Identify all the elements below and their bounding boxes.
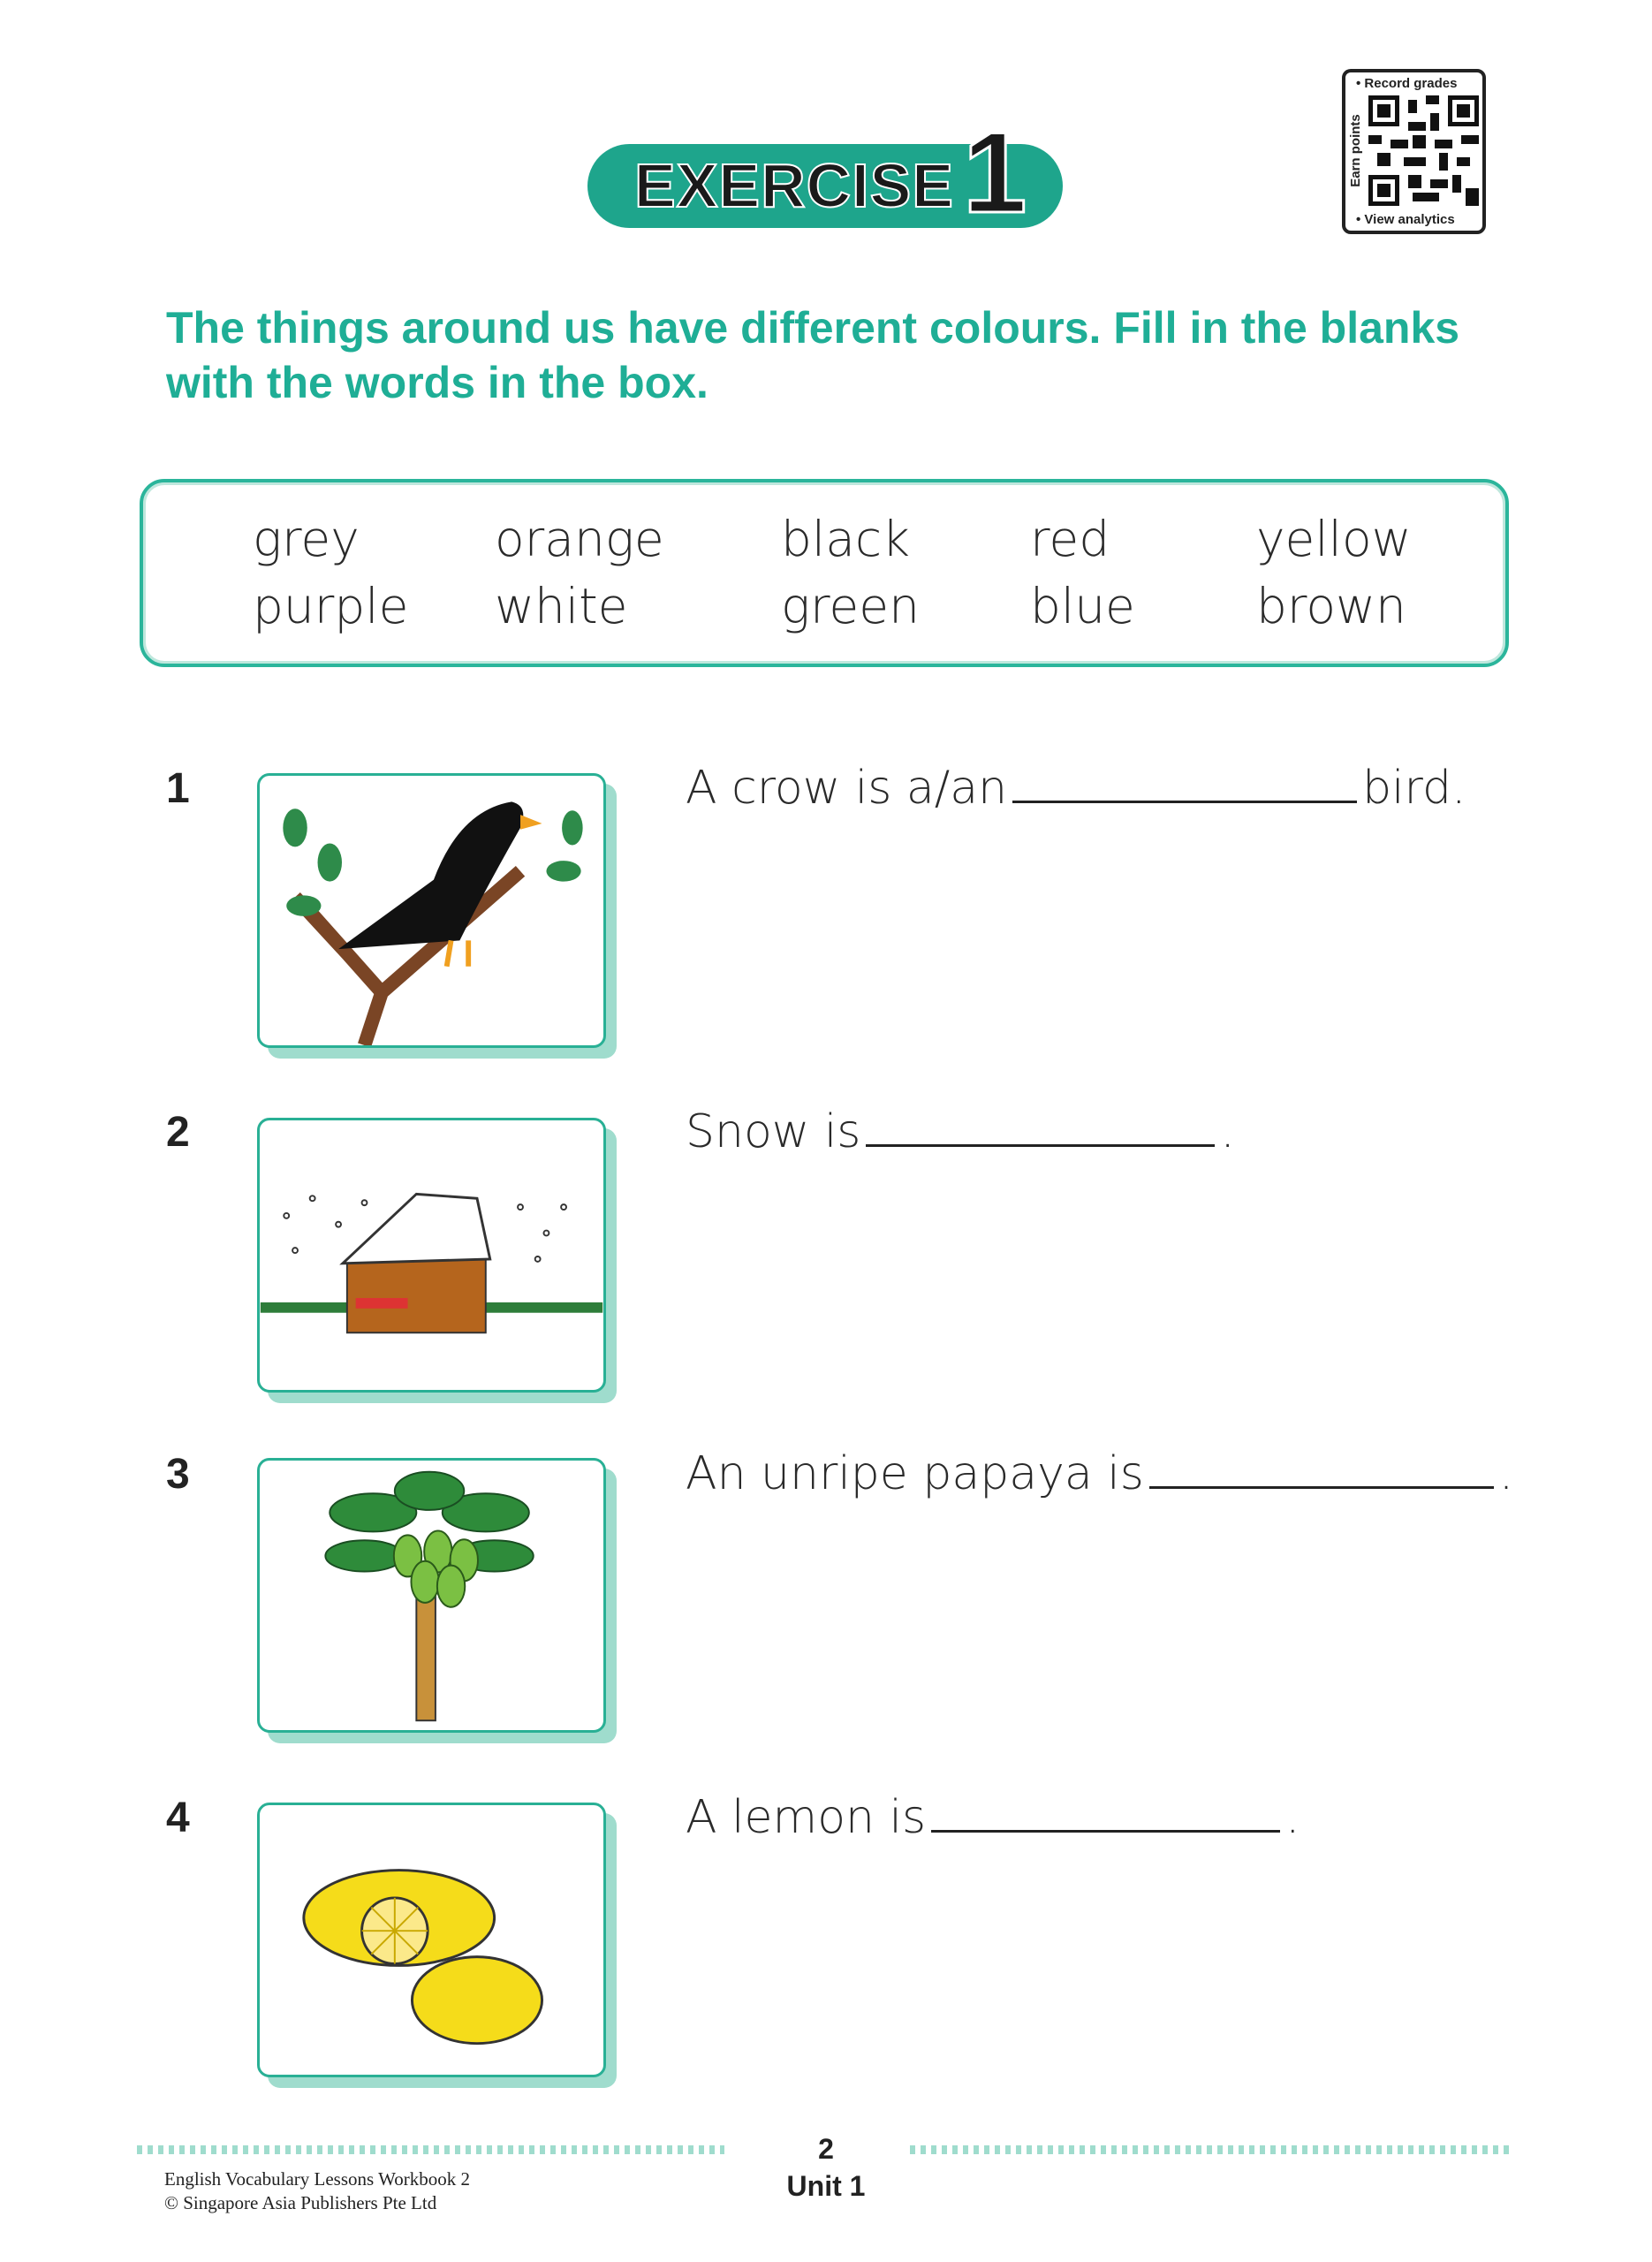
crow-image — [257, 773, 606, 1048]
book-title: English Vocabulary Lessons Workbook 2 — [164, 2168, 470, 2190]
lemons-image — [257, 1803, 606, 2077]
question-sentence — [686, 1105, 1235, 1158]
question-sentence — [686, 1447, 1513, 1500]
question-number: 1 — [166, 765, 190, 812]
unit-label: Unit 1 — [786, 2170, 866, 2202]
answer-blank[interactable] — [931, 1797, 1280, 1833]
word-brown: brown — [1256, 578, 1406, 634]
answer-blank[interactable] — [1149, 1454, 1494, 1489]
qr-code-icon — [1368, 95, 1479, 206]
footer-credits — [164, 2167, 470, 2215]
word-grey: grey — [253, 511, 360, 567]
exercise-number: 1 — [963, 108, 1027, 237]
exercise-label: EXERCISE — [634, 151, 954, 220]
question-number: 4 — [166, 1795, 190, 1841]
word-red: red — [1030, 511, 1110, 567]
question-number: 2 — [166, 1109, 190, 1156]
qr-bottom-label: • View analytics — [1356, 212, 1455, 227]
word-purple: purple — [253, 578, 409, 634]
qr-top-label: • Record grades — [1356, 76, 1458, 91]
footer-divider-right — [910, 2145, 1511, 2154]
answer-blank[interactable] — [1012, 768, 1357, 803]
sentence-end: . — [1498, 1447, 1514, 1500]
copyright: © Singapore Asia Publishers Pte Ltd — [164, 2192, 437, 2213]
word-box — [140, 479, 1509, 667]
word-yellow: yellow — [1256, 511, 1412, 567]
question-sentence — [686, 762, 1466, 815]
answer-blank[interactable] — [866, 1112, 1215, 1147]
sentence-start: Snow is — [686, 1105, 861, 1158]
sentence-end: . — [1285, 1791, 1300, 1844]
word-orange: orange — [495, 511, 664, 567]
word-green: green — [781, 578, 920, 634]
papaya-tree-image — [257, 1458, 606, 1733]
qr-side-label: Earn points — [1347, 114, 1363, 187]
footer-divider-left — [137, 2145, 724, 2154]
sentence-start: A lemon is — [686, 1791, 927, 1844]
sentence-end: . — [1220, 1105, 1235, 1158]
sentence-end: bird. — [1362, 762, 1466, 815]
question-number: 3 — [166, 1451, 190, 1498]
page-number: 2 — [818, 2133, 834, 2165]
sentence-start: A crow is a/an — [686, 762, 1008, 815]
question-sentence — [686, 1791, 1300, 1844]
instruction-text: The things around us have different colours. Fill in the blanks with the words in the box. — [166, 303, 1460, 407]
qr-code-panel[interactable] — [1342, 69, 1486, 234]
snowy-house-image — [257, 1118, 606, 1393]
sentence-start: An unripe papaya is — [686, 1447, 1144, 1500]
word-white: white — [495, 578, 628, 634]
word-blue: blue — [1030, 578, 1135, 634]
word-black: black — [781, 511, 910, 567]
